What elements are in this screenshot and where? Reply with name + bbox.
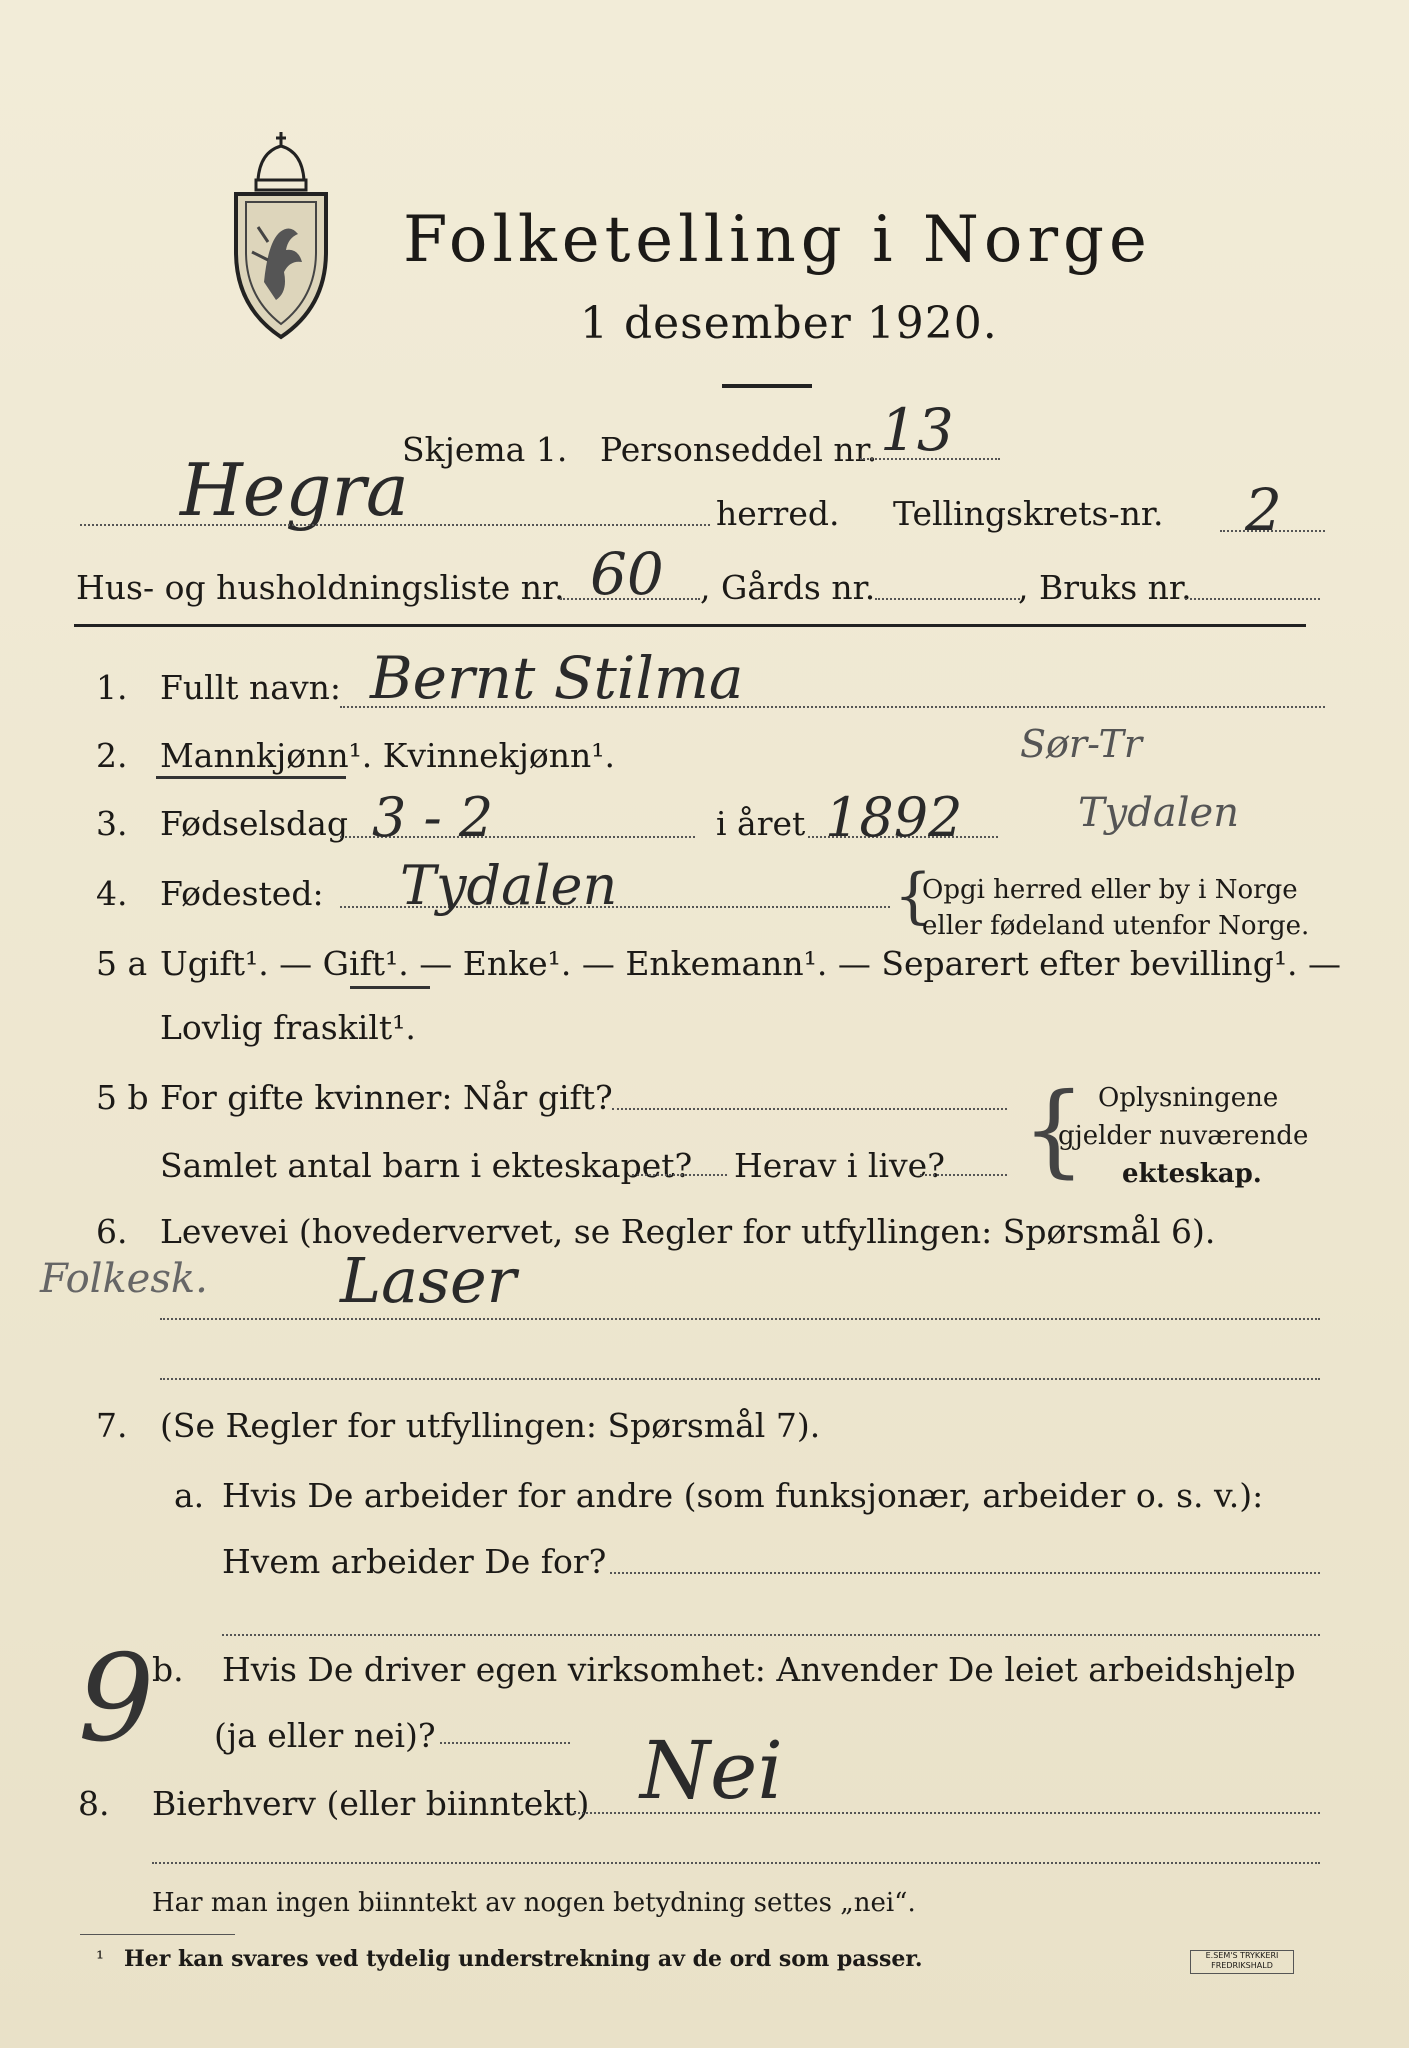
q2-number: 2. xyxy=(96,736,128,775)
q6-number: 6. xyxy=(96,1212,128,1251)
q7b-margin-note: 9 xyxy=(78,1630,155,1769)
tellingskrets-label: Tellingskrets-nr. xyxy=(893,494,1164,533)
q7a-field-line-2 xyxy=(222,1634,1320,1636)
census-date: 1 desember 1920. xyxy=(580,298,998,349)
q4-note-line1: Opgi herred eller by i Norge xyxy=(922,875,1298,905)
q5b-alive-field-line xyxy=(920,1174,1007,1176)
gards-label: , Gårds nr. xyxy=(700,568,876,607)
q8-note: Har man ingen biinntekt av nogen betydning settes „nei“. xyxy=(152,1888,916,1918)
bruks-field-line xyxy=(1185,598,1320,600)
q3-year-value[interactable]: 1892 xyxy=(825,786,963,849)
q4-number: 4. xyxy=(96,874,128,913)
q6-label: Levevei (hovedervervet, se Regler for utfyllingen: Spørsmål 6). xyxy=(160,1212,1216,1251)
herred-value[interactable]: Hegra xyxy=(180,448,409,532)
q7b-label2: (ja eller nei)? xyxy=(214,1716,436,1755)
q4-label: Fødested: xyxy=(160,874,324,913)
q7a-field-line-1 xyxy=(610,1572,1320,1574)
q3-margin-note: Tydalen xyxy=(1078,790,1239,836)
personseddel-label: Personseddel nr. xyxy=(600,430,878,469)
husliste-label: Hus- og husholdningsliste nr. xyxy=(76,568,565,607)
q5b-alive-label: Herav i live? xyxy=(734,1146,945,1185)
q8-field-line-2 xyxy=(152,1862,1320,1864)
q7a-number: a. xyxy=(174,1476,205,1515)
husliste-value[interactable]: 60 xyxy=(590,540,664,608)
q5b-children-field-line xyxy=(632,1174,727,1176)
footnote-divider xyxy=(80,1934,235,1935)
q6-field-line-1 xyxy=(160,1318,1320,1320)
q8-label: Bierhverv (eller biinntekt) xyxy=(152,1784,590,1823)
q5a-label: Ugift¹. — Gift¹. — Enke¹. — Enkemann¹. — Separert efter bevilling¹. — xyxy=(160,944,1342,983)
q7a-label: Hvis De arbeider for andre (som funksjonær, arbeider o. s. v.): xyxy=(222,1476,1264,1515)
q5a-gift-underline-mark xyxy=(350,986,430,989)
printer-stamp xyxy=(1190,1950,1294,1974)
q5b-number: 5 b xyxy=(96,1078,149,1117)
footnote-mark: ¹ xyxy=(96,1946,105,1970)
q4-value[interactable]: Tydalen xyxy=(400,854,618,917)
q3-year-label: i året xyxy=(716,804,806,843)
q8-value[interactable]: Nei xyxy=(640,1724,783,1817)
q7-number: 7. xyxy=(96,1406,128,1445)
q2-label: Mannkjønn¹. Kvinnekjønn¹. xyxy=(160,736,615,775)
personseddel-value[interactable]: 13 xyxy=(880,396,954,464)
q2-margin-note: Sør-Tr xyxy=(1020,722,1143,766)
herred-field-line xyxy=(80,524,710,526)
q2-underline-mark xyxy=(156,776,346,779)
q6-value[interactable]: Laser xyxy=(340,1244,517,1317)
q5b-note-line1: Oplysningene xyxy=(1098,1083,1279,1113)
q6-margin-note: Folkesk. xyxy=(40,1256,208,1302)
q6-field-line-2 xyxy=(160,1378,1320,1380)
q7b-field-line xyxy=(440,1742,570,1744)
q1-number: 1. xyxy=(96,668,128,707)
tellingskrets-value[interactable]: 2 xyxy=(1245,476,1282,544)
q3-number: 3. xyxy=(96,804,128,843)
coat-of-arms-icon xyxy=(228,132,334,342)
q5b-label: For gifte kvinner: Når gift? xyxy=(160,1078,613,1117)
q4-note-line2: eller fødeland utenfor Norge. xyxy=(922,911,1310,941)
q8-number: 8. xyxy=(78,1784,110,1823)
q7-label: (Se Regler for utfyllingen: Spørsmål 7). xyxy=(160,1406,821,1445)
q7b-label: Hvis De driver egen virksomhet: Anvender De leiet arbeidshjelp xyxy=(222,1650,1296,1689)
form-title: Folketelling i Norge xyxy=(403,203,1152,277)
q5b-brace: { xyxy=(1022,1071,1086,1188)
q3-value[interactable]: 3 - 2 xyxy=(372,786,494,849)
q5b-when-field-line xyxy=(612,1108,1007,1110)
header-divider xyxy=(74,624,1306,627)
q5b-note-line2: gjelder nuværende xyxy=(1058,1121,1309,1151)
footnote-text: Her kan svares ved tydelig understrekning av de ord som passer. xyxy=(124,1946,923,1972)
q7b-number: b. xyxy=(152,1650,184,1689)
bruks-label: , Bruks nr. xyxy=(1018,568,1192,607)
q7a-label2: Hvem arbeider De for? xyxy=(222,1542,607,1581)
q5a-number: 5 a xyxy=(96,944,148,983)
q5b-note-line3: ekteskap. xyxy=(1122,1159,1262,1189)
q1-value[interactable]: Bernt Stilma xyxy=(370,644,744,712)
title-divider xyxy=(722,384,812,388)
gards-field-line xyxy=(875,598,1020,600)
q3-label: Fødselsdag xyxy=(160,804,348,843)
q1-label: Fullt navn: xyxy=(160,668,341,707)
printer-stamp-text: E.SEM'S TRYKKERI FREDRIKSHALD xyxy=(1205,1951,1279,1970)
schema-label: Skjema 1. xyxy=(402,430,568,469)
q5b-children-label: Samlet antal barn i ekteskapet? xyxy=(160,1146,693,1185)
q5a-label2: Lovlig fraskilt¹. xyxy=(160,1008,416,1047)
q4-brace: { xyxy=(894,861,933,931)
herred-label: herred. xyxy=(716,494,840,533)
